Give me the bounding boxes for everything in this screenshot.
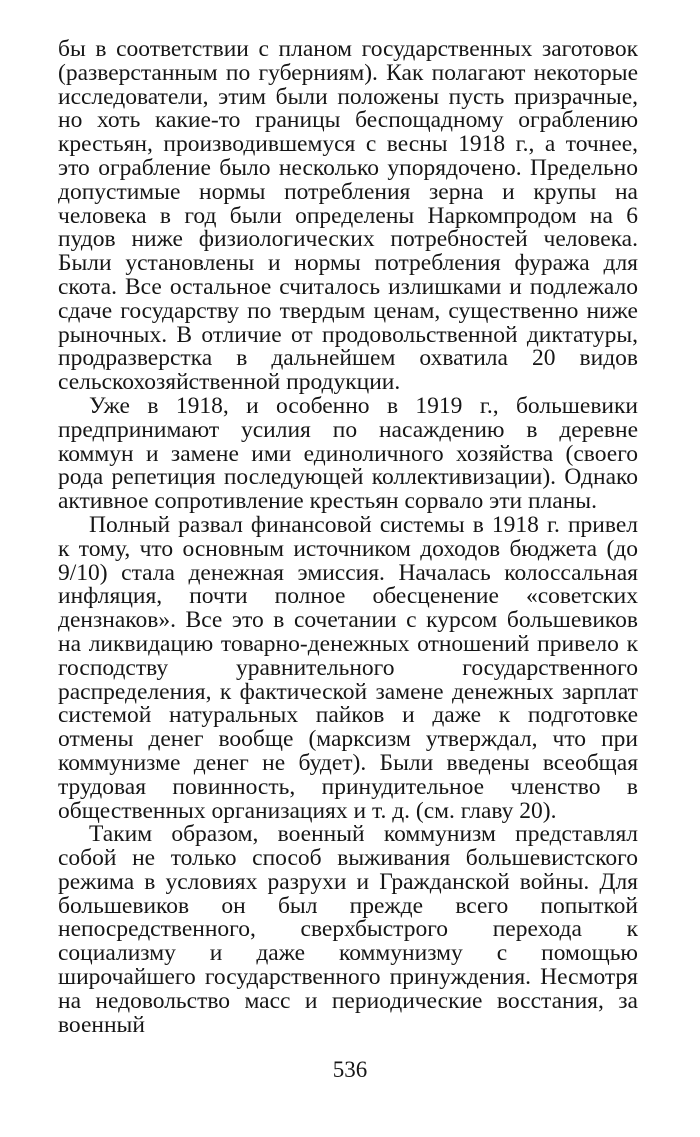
paragraph-3: Полный развал финансовой системы в 1918 г. привел к тому, что основным источником доходов бюджета (до 9/10) стала денежная эмиссия. Началась колоссальная инфляция, почти полное обесценение «советских дензнаков». Все это в сочетании с курсом большевиков на ликвидацию товарно-денежных отношений привело к господству уравнительного государственного распределения, к фактической замене денежных зарплат системой натуральных пайков и даже к подготовке отмены денег вообще (марксизм утверждал, что при коммунизме денег не будет). Были введены всеобщая трудовая повинность, принудительное членство в общественных организациях и т. д. (см. главу 20). xyxy=(58,511,638,824)
body-text xyxy=(58,38,638,1037)
paragraph-1: бы в соответствии с планом государственных заготовок (разверстанным по губерниям). Как полагают некоторые исследователи, этим были положены пусть призрачные, но хоть какие-то границы беспощадному ограблению крестьян, производившемуся с весны 1918 г., а точнее, это ограбление было несколько упорядочено. Предельно допустимые нормы потребления зерна и крупы на человека в год были определены Наркомпродом на 6 пудов ниже физиологических потребностей человека. Были установлены и нормы потребления фуража для скота. Все остальное считалось излишками и подлежало сдаче государству по твердым ценам, существенно ниже рыночных. В отличие от продовольственной диктатуры, продразверстка в дальнейшем охватила 20 видов сельскохозяйственной продукции. xyxy=(58,36,638,396)
page-number: 536 xyxy=(332,1057,368,1082)
paragraph-4: Таким образом, военный коммунизм представлял собой не только способ выживания большевистского режима в условиях разрухи и Гражданской войны. Для большевиков он был прежде всего попыткой непосредственного, сверхбыстрого перехода к социализму и даже коммунизму с помощью широчайшего государственного принуждения. Несмотря на недовольство масс и периодические восстания, за военный xyxy=(58,821,638,1038)
paragraph-2: Уже в 1918, и особенно в 1919 г., большевики предпринимают усилия по насаждению в деревне коммун и замене ими единоличного хозяйства (своего рода репетиция последующей коллективизации). Однако активное сопротивление крестьян сорвало эти планы. xyxy=(58,392,638,515)
